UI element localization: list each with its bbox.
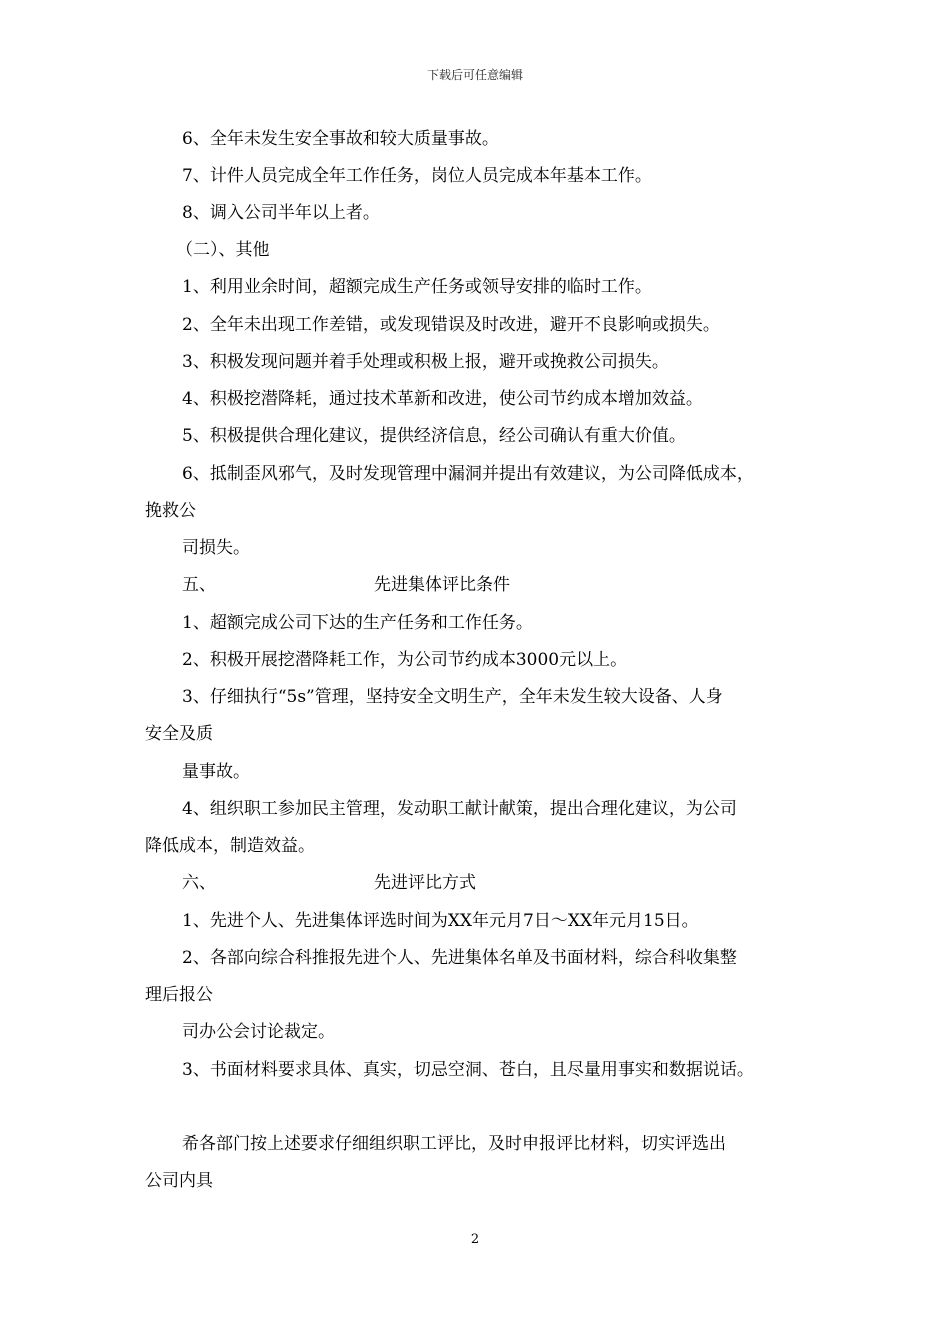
page-header: 下载后可任意编辑 [426,68,523,82]
closing-paragraph-line: 希各部门按上述要求仔细组织职工评比，及时申报评比材料，切实评选出 [182,1134,726,1154]
paragraph-line: 1、超额完成公司下达的生产任务和工作任务。 [182,613,533,633]
subsection-heading: （二）、其他 [176,240,270,260]
paragraph-line: 4、积极挖潜降耗，通过技术革新和改进，使公司节约成本增加效益。 [182,389,703,409]
section-6-title: 先进评比方式 [374,873,476,893]
paragraph-line: 降低成本，制造效益。 [145,836,315,856]
paragraph-line: 5、积极提供合理化建议，提供经济信息，经公司确认有重大价值。 [182,426,686,446]
paragraph-line: 2、各部向综合科推报先进个人、先进集体名单及书面材料，综合科收集整 [182,948,737,968]
paragraph-line: 6、全年未发生安全事故和较大质量事故。 [182,129,499,149]
section-5-number: 五、 [182,575,216,595]
paragraph-line: 7、计件人员完成全年工作任务，岗位人员完成本年基本工作。 [182,166,652,186]
paragraph-line: 3、积极发现问题并着手处理或积极上报，避开或挽救公司损失。 [182,352,669,372]
paragraph-line: 理后报公 [145,985,213,1005]
paragraph-line: 司损失。 [182,538,250,558]
paragraph-line: 1、利用业余时间，超额完成生产任务或领导安排的临时工作。 [182,277,652,297]
paragraph-line: 1、先进个人、先进集体评选时间为XX年元月7日～XX年元月15日。 [182,911,699,931]
paragraph-line: 4、组织职工参加民主管理，发动职工献计献策，提出合理化建议，为公司 [182,799,737,819]
page-number: 2 [470,1232,480,1247]
paragraph-line: 2、积极开展挖潜降耗工作，为公司节约成本3000元以上。 [182,650,628,670]
paragraph-line: 3、仔细执行“5s”管理，坚持安全文明生产，全年未发生较大设备、人身 [182,687,723,707]
paragraph-line: 挽救公 [145,501,196,521]
paragraph-line: 司办公会讨论裁定。 [182,1022,335,1042]
paragraph-line: 安全及质 [145,724,213,744]
paragraph-line: 3、书面材料要求具体、真实，切忌空洞、苍白，且尽量用事实和数据说话。 [182,1060,754,1080]
section-6-number: 六、 [182,873,216,893]
paragraph-line: 量事故。 [182,762,250,782]
paragraph-line: 2、全年未出现工作差错，或发现错误及时改进，避开不良影响或损失。 [182,315,720,335]
paragraph-line: 8、调入公司半年以上者。 [182,203,380,223]
closing-paragraph-line: 公司内具 [145,1171,213,1191]
section-5-title: 先进集体评比条件 [374,575,510,595]
paragraph-line: 6、抵制歪风邪气，及时发现管理中漏洞并提出有效建议，为公司降低成本， [182,464,754,484]
